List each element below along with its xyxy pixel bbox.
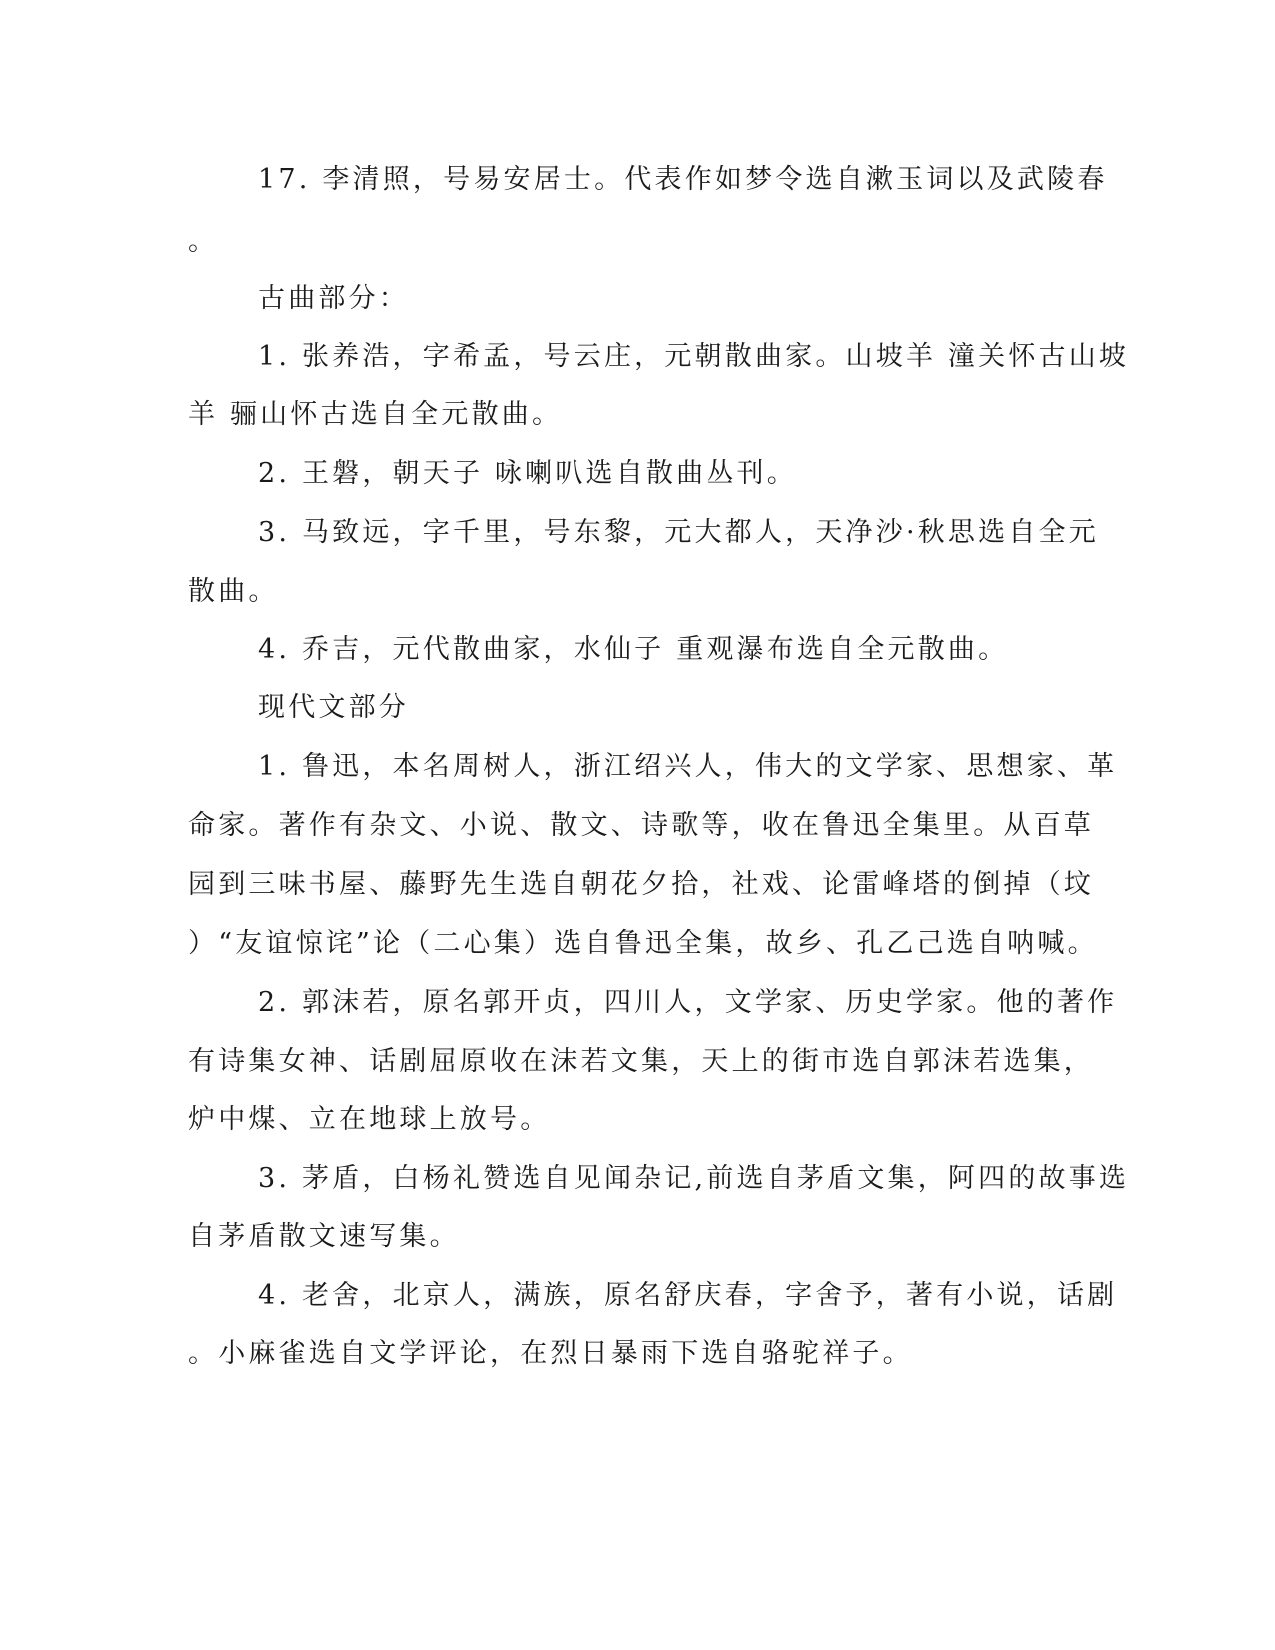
paragraph-line: 羊 骊山怀古选自全元散曲。: [188, 399, 563, 430]
paragraph-line: 4. 乔吉，元代散曲家，水仙子 重观瀑布选自全元散曲。: [258, 634, 1009, 665]
paragraph-line: 自茅盾散文速写集。: [188, 1221, 460, 1252]
paragraph-line: 17. 李清照，号易安居士。代表作如梦令选自漱玉词以及武陵春: [258, 164, 1108, 195]
paragraph-line: ）“友谊惊诧”论（二心集）选自鲁迅全集，故乡、孔乙己选自呐喊。: [188, 928, 1098, 959]
paragraph-line: 散曲。: [188, 576, 279, 607]
paragraph-line: 。小麻雀选自文学评论，在烈日暴雨下选自骆驼祥子。: [188, 1338, 913, 1369]
paragraph-line: 。: [188, 226, 219, 257]
paragraph-line: 3. 马致远，字千里，号东黎，元大都人，天净沙·秋思选自全元: [258, 517, 1099, 548]
paragraph-line: 3. 茅盾，白杨礼赞选自见闻杂记,前选自茅盾文集，阿四的故事选: [258, 1163, 1130, 1194]
paragraph-line: 有诗集女神、话剧屈原收在沫若文集，天上的街市选自郭沫若选集，: [188, 1046, 1094, 1077]
paragraph-line: 命家。著作有杂文、小说、散文、诗歌等，收在鲁迅全集里。从百草: [188, 810, 1094, 841]
paragraph-line: 1. 张养浩，字希孟，号云庄，元朝散曲家。山坡羊 潼关怀古山坡: [258, 341, 1130, 372]
paragraph-line: 2. 王磐，朝天子 咏喇叭选自散曲丛刊。: [258, 458, 797, 489]
paragraph-line: 园到三味书屋、藤野先生选自朝花夕拾，社戏、论雷峰塔的倒掉（坟: [188, 869, 1094, 900]
paragraph-line: 2. 郭沫若，原名郭开贞，四川人，文学家、历史学家。他的著作: [258, 987, 1118, 1018]
paragraph-line: 4. 老舍，北京人，满族，原名舒庆春，字舍予，著有小说，话剧: [258, 1280, 1118, 1311]
section-heading: 古曲部分：: [258, 283, 409, 314]
section-heading: 现代文部分: [258, 692, 409, 723]
paragraph-line: 1. 鲁迅，本名周树人，浙江绍兴人，伟大的文学家、思想家、革: [258, 751, 1118, 782]
paragraph-line: 炉中煤、立在地球上放号。: [188, 1104, 551, 1135]
